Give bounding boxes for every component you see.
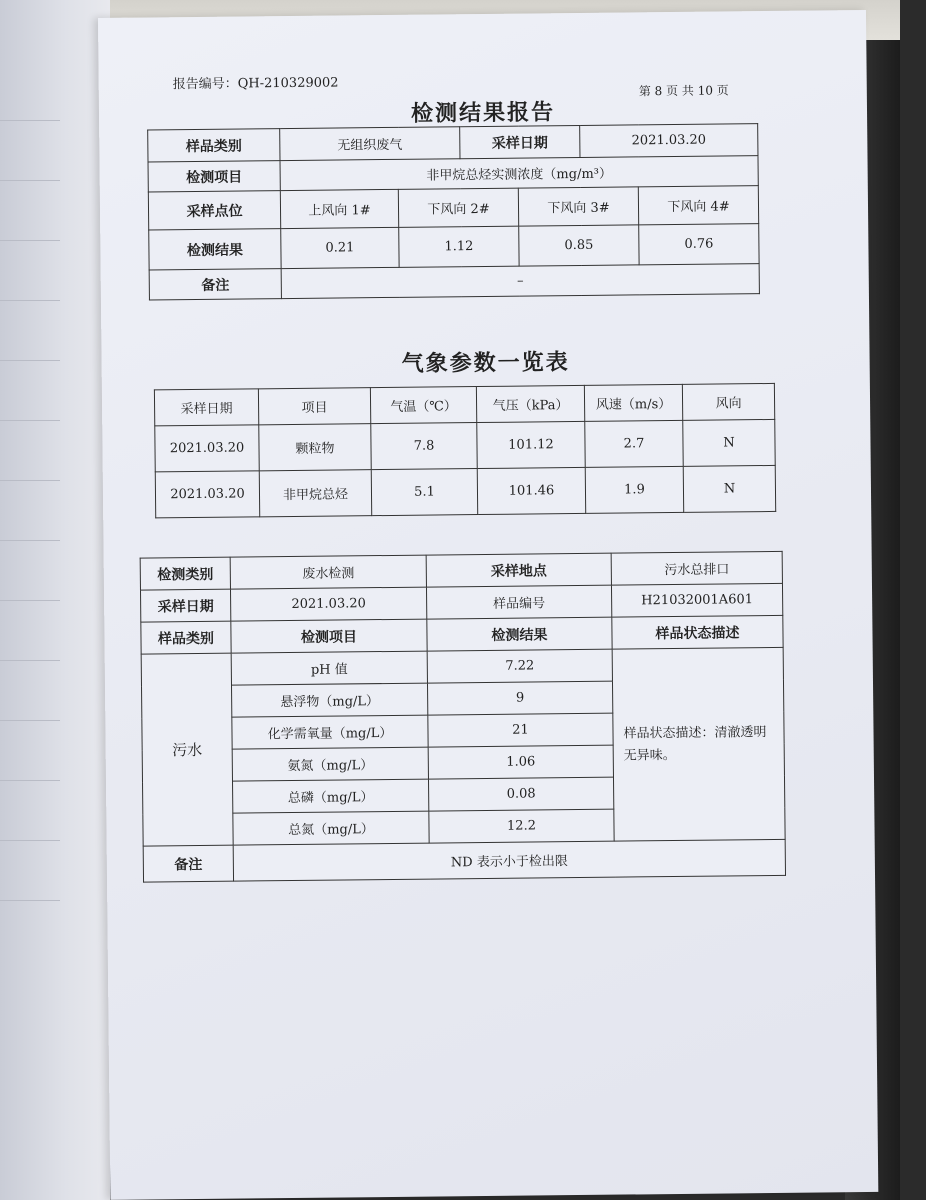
value-sample-code: H21032001A601 bbox=[611, 583, 782, 617]
weather-header-temp: 气温（℃） bbox=[370, 387, 476, 424]
label-sampling-site: 采样地点 bbox=[426, 553, 611, 587]
weather-cell: N bbox=[683, 465, 775, 512]
water-item-name: 化学需氧量（mg/L） bbox=[232, 715, 428, 749]
weather-cell: 2021.03.20 bbox=[155, 471, 259, 518]
water-item-value: 0.08 bbox=[428, 777, 613, 811]
label-sample-code: 样品编号 bbox=[426, 585, 611, 619]
label-test-item: 检测项目 bbox=[148, 161, 280, 192]
label-sampling-points: 采样点位 bbox=[148, 191, 280, 230]
label-sample-type: 样品类别 bbox=[148, 129, 280, 162]
value-water-remark: ND 表示小于检出限 bbox=[233, 839, 785, 881]
value-sample-category: 污水 bbox=[141, 653, 233, 846]
page-number: 第 8 页 共 10 页 bbox=[638, 83, 729, 99]
result-4: 0.76 bbox=[639, 224, 759, 265]
label-sample-date: 采样日期 bbox=[460, 125, 580, 158]
weather-cell: 2.7 bbox=[585, 420, 683, 467]
value-test-item: 非甲烷总烃实测浓度（mg/m³） bbox=[280, 156, 758, 191]
header-test-result: 检测结果 bbox=[427, 617, 612, 651]
weather-title: 气象参数一览表 bbox=[401, 350, 570, 377]
report-title: 检测结果报告 bbox=[410, 100, 556, 127]
label-test-type: 检测类别 bbox=[140, 557, 230, 590]
weather-cell: 2021.03.20 bbox=[155, 425, 259, 472]
weather-header-wind-speed: 风速（m/s） bbox=[584, 384, 682, 421]
red-seal-stamp: ​ bbox=[895, 482, 925, 492]
document-page bbox=[98, 10, 878, 1200]
label-test-result: 检测结果 bbox=[149, 229, 281, 270]
point-4: 下风向 4# bbox=[638, 186, 758, 225]
water-item-value: 12.2 bbox=[429, 809, 614, 843]
water-item-name: 悬浮物（mg/L） bbox=[231, 683, 427, 717]
background-left-page bbox=[0, 0, 110, 1200]
weather-header-item: 项目 bbox=[258, 388, 370, 425]
label-remark: 备注 bbox=[149, 269, 281, 300]
water-item-name: 总磷（mg/L） bbox=[232, 779, 428, 813]
weather-cell: 1.9 bbox=[585, 466, 683, 513]
header-state-desc: 样品状态描述 bbox=[612, 615, 783, 649]
water-item-name: 氨氮（mg/L） bbox=[232, 747, 428, 781]
result-3: 0.85 bbox=[519, 225, 639, 266]
weather-cell: 7.8 bbox=[371, 423, 477, 470]
weather-cell: N bbox=[683, 419, 775, 466]
wastewater-table bbox=[140, 551, 786, 883]
weather-cell: 101.46 bbox=[477, 467, 585, 514]
header-sample-category: 样品类别 bbox=[141, 621, 231, 654]
value-test-type: 废水检测 bbox=[230, 555, 426, 589]
value-sample-type: 无组织废气 bbox=[280, 127, 460, 161]
result-1: 0.21 bbox=[281, 227, 399, 268]
result-2: 1.12 bbox=[399, 226, 519, 267]
weather-cell: 非甲烷总烃 bbox=[259, 470, 371, 517]
weather-cell: 101.12 bbox=[477, 421, 585, 468]
weather-cell: 5.1 bbox=[371, 469, 477, 516]
header-test-item: 检测项目 bbox=[231, 619, 427, 653]
point-3: 下风向 3# bbox=[518, 187, 638, 226]
point-1: 上风向 1# bbox=[280, 189, 398, 228]
weather-header-pressure: 气压（kPa） bbox=[476, 385, 584, 422]
label-water-remark: 备注 bbox=[143, 845, 233, 882]
weather-table bbox=[154, 383, 776, 518]
weather-header-wind-dir: 风向 bbox=[682, 383, 774, 420]
label-water-date: 采样日期 bbox=[140, 589, 230, 622]
weather-cell: 颗粒物 bbox=[259, 424, 371, 471]
value-sampling-site: 污水总排口 bbox=[611, 551, 782, 585]
water-item-name: 总氮（mg/L） bbox=[233, 811, 429, 845]
value-state-desc: 样品状态描述：清澈透明无异味。 bbox=[612, 647, 785, 841]
point-2: 下风向 2# bbox=[398, 188, 518, 227]
water-item-name: pH 值 bbox=[231, 651, 427, 685]
water-item-value: 1.06 bbox=[428, 745, 613, 779]
weather-row bbox=[155, 419, 775, 471]
report-number: 报告编号：QH-210329002 bbox=[172, 75, 339, 93]
value-water-date: 2021.03.20 bbox=[230, 587, 426, 621]
weather-header-date: 采样日期 bbox=[154, 389, 258, 426]
value-sample-date: 2021.03.20 bbox=[580, 124, 758, 158]
value-remark: – bbox=[281, 264, 759, 299]
water-item-value: 21 bbox=[428, 713, 613, 747]
weather-row bbox=[155, 465, 775, 517]
water-item-value: 9 bbox=[427, 681, 612, 715]
result-table-main bbox=[147, 123, 760, 300]
water-item-value: 7.22 bbox=[427, 649, 612, 683]
